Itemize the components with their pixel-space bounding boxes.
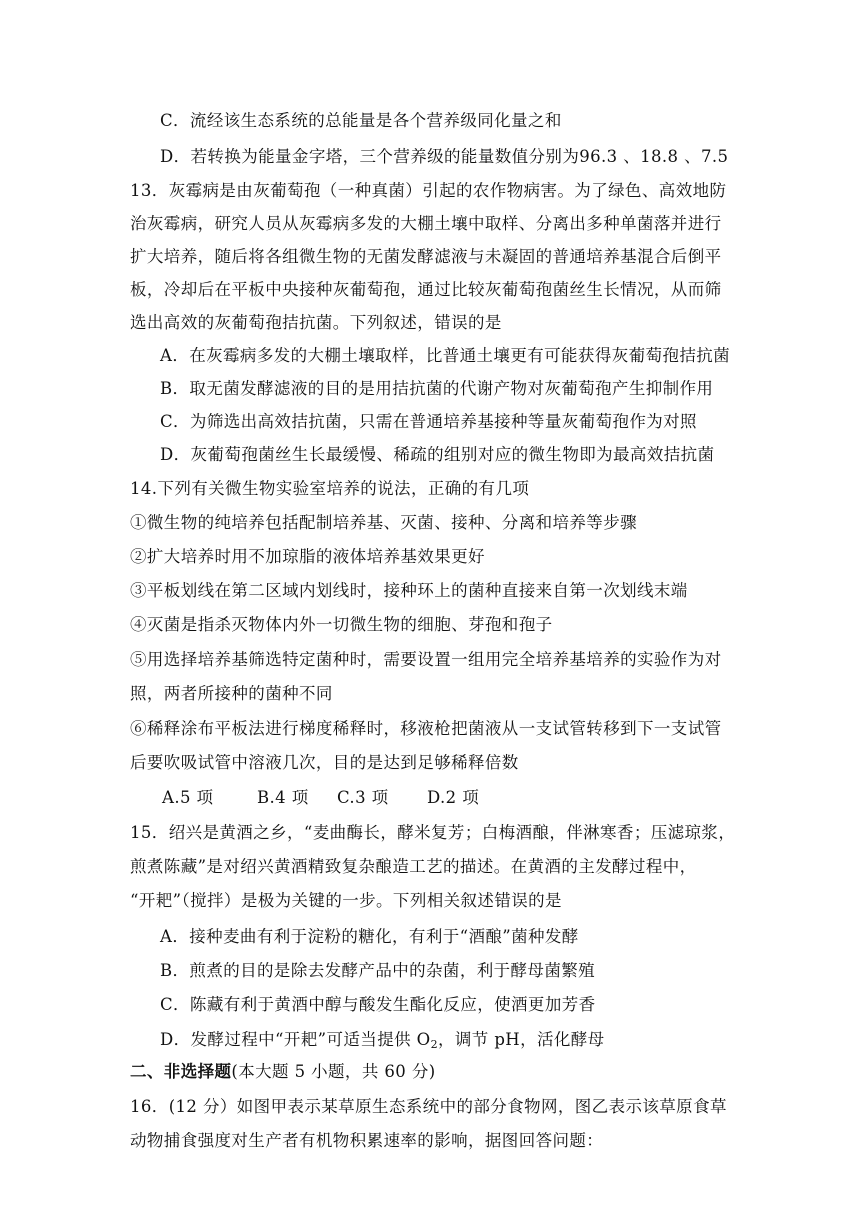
section-title: 二、非选择题 bbox=[130, 1062, 232, 1081]
q13-option-d: D．灰葡萄孢菌丝生长最缓慢、稀疏的组别对应的微生物即为最高效拮抗菌 bbox=[160, 445, 715, 464]
q14-choice-b: B.4 项 bbox=[257, 788, 309, 807]
q12-option-d: D．若转换为能量金字塔，三个营养级的能量数值分别为96.3 、18.8 、7.5 bbox=[160, 147, 729, 166]
q16-stem-line: 16．(12 分）如图甲表示某草原生态系统中的部分食物网，图乙表示该草原食草 bbox=[130, 1097, 727, 1116]
q13-option-c: C．为筛选出高效拮抗菌，只需在普通培养基接种等量灰葡萄孢作为对照 bbox=[160, 412, 697, 431]
q15-option-d-text-tail: ，调节 pH，活化酵母 bbox=[437, 1030, 605, 1049]
q13-option-a: A．在灰霉病多发的大棚土壤取样，比普通土壤更有可能获得灰葡萄孢拮抗菌 bbox=[160, 346, 731, 365]
q15-stem-line: 煎煮陈藏”是对绍兴黄酒精致复杂酿造工艺的描述。在黄酒的主发酵过程中， bbox=[130, 857, 697, 876]
q14-item: ④灭菌是指杀灭物体内外一切微生物的细胞、芽孢和孢子 bbox=[130, 615, 553, 634]
q16-stem-line: 动物捕食强度对生产者有机物积累速率的影响，据图回答问题： bbox=[130, 1131, 604, 1150]
q13-stem-line: 选出高效的灰葡萄孢拮抗菌。下列叙述，错误的是 bbox=[130, 313, 502, 332]
q13-stem-line: 板，冷却后在平板中央接种灰葡萄孢，通过比较灰葡萄孢菌丝生长情况，从而筛 bbox=[130, 280, 722, 299]
oxygen-subscript: 2 bbox=[430, 1038, 438, 1051]
section-heading bbox=[130, 1061, 436, 1083]
section-note: (本大题 5 小题，共 60 分) bbox=[231, 1062, 436, 1081]
q15-stem-line: 15．绍兴是黄酒之乡，“麦曲酶长，酵米复芳；白梅酒酿，伴淋寒香；压滤琼浆， bbox=[130, 823, 736, 842]
q14-item: ①微生物的纯培养包括配制培养基、灭菌、接种、分离和培养等步骤 bbox=[130, 513, 637, 532]
q13-option-b: B．取无菌发酵滤液的目的是用拮抗菌的代谢产物对灰葡萄孢产生抑制作用 bbox=[160, 379, 714, 398]
q14-item: ③平板划线在第二区域内划线时，接种环上的菌种直接来自第一次划线末端 bbox=[130, 581, 688, 600]
q13-stem-line: 治灰霉病，研究人员从灰霉病多发的大棚土壤中取样、分离出多种单菌落并进行 bbox=[130, 214, 722, 233]
q13-stem-line: 13．灰霉病是由灰葡萄孢（一种真菌）引起的农作物病害。为了绿色、高效地防 bbox=[130, 181, 727, 200]
q14-item: 后要吹吸试管中溶液几次，目的是达到足够稀释倍数 bbox=[130, 753, 519, 772]
q14-choice-c: C.3 项 bbox=[337, 788, 389, 807]
q14-item: 照，两者所接种的菌种不同 bbox=[130, 684, 333, 703]
q15-stem-line: “开耙”（搅拌）是极为关键的一步。下列相关叙述错误的是 bbox=[130, 891, 562, 910]
q15-option-d bbox=[160, 1029, 605, 1051]
q14-choice-a: A.5 项 bbox=[162, 788, 214, 807]
q14-choice-d: D.2 项 bbox=[427, 788, 480, 807]
q14-item: ⑤用选择培养基筛选特定菌种时，需要设置一组用完全培养基培养的实验作为对 bbox=[130, 650, 722, 669]
q14-item: ⑥稀释涂布平板法进行梯度稀释时，移液枪把菌液从一支试管转移到下一支试管 bbox=[130, 719, 722, 738]
q15-option-b: B．煎煮的目的是除去发酵产品中的杂菌，利于酵母菌繁殖 bbox=[160, 961, 596, 980]
q15-option-c: C．陈藏有利于黄酒中醇与酸发生酯化反应，使酒更加芳香 bbox=[160, 995, 596, 1014]
q13-stem-line: 扩大培养，随后将各组微生物的无菌发酵滤液与未凝固的普通培养基混合后倒平 bbox=[130, 247, 722, 266]
q12-option-c: C．流经该生态系统的总能量是各个营养级同化量之和 bbox=[160, 111, 562, 130]
q15-option-d-text: D．发酵过程中“开耙”可适当提供 O bbox=[160, 1030, 431, 1049]
q14-stem: 14.下列有关微生物实验室培养的说法，正确的有几项 bbox=[130, 479, 530, 498]
q15-option-a: A．接种麦曲有利于淀粉的糖化，有利于“酒酿”菌种发酵 bbox=[160, 927, 579, 946]
q14-item: ②扩大培养时用不加琼脂的液体培养基效果更好 bbox=[130, 547, 485, 566]
